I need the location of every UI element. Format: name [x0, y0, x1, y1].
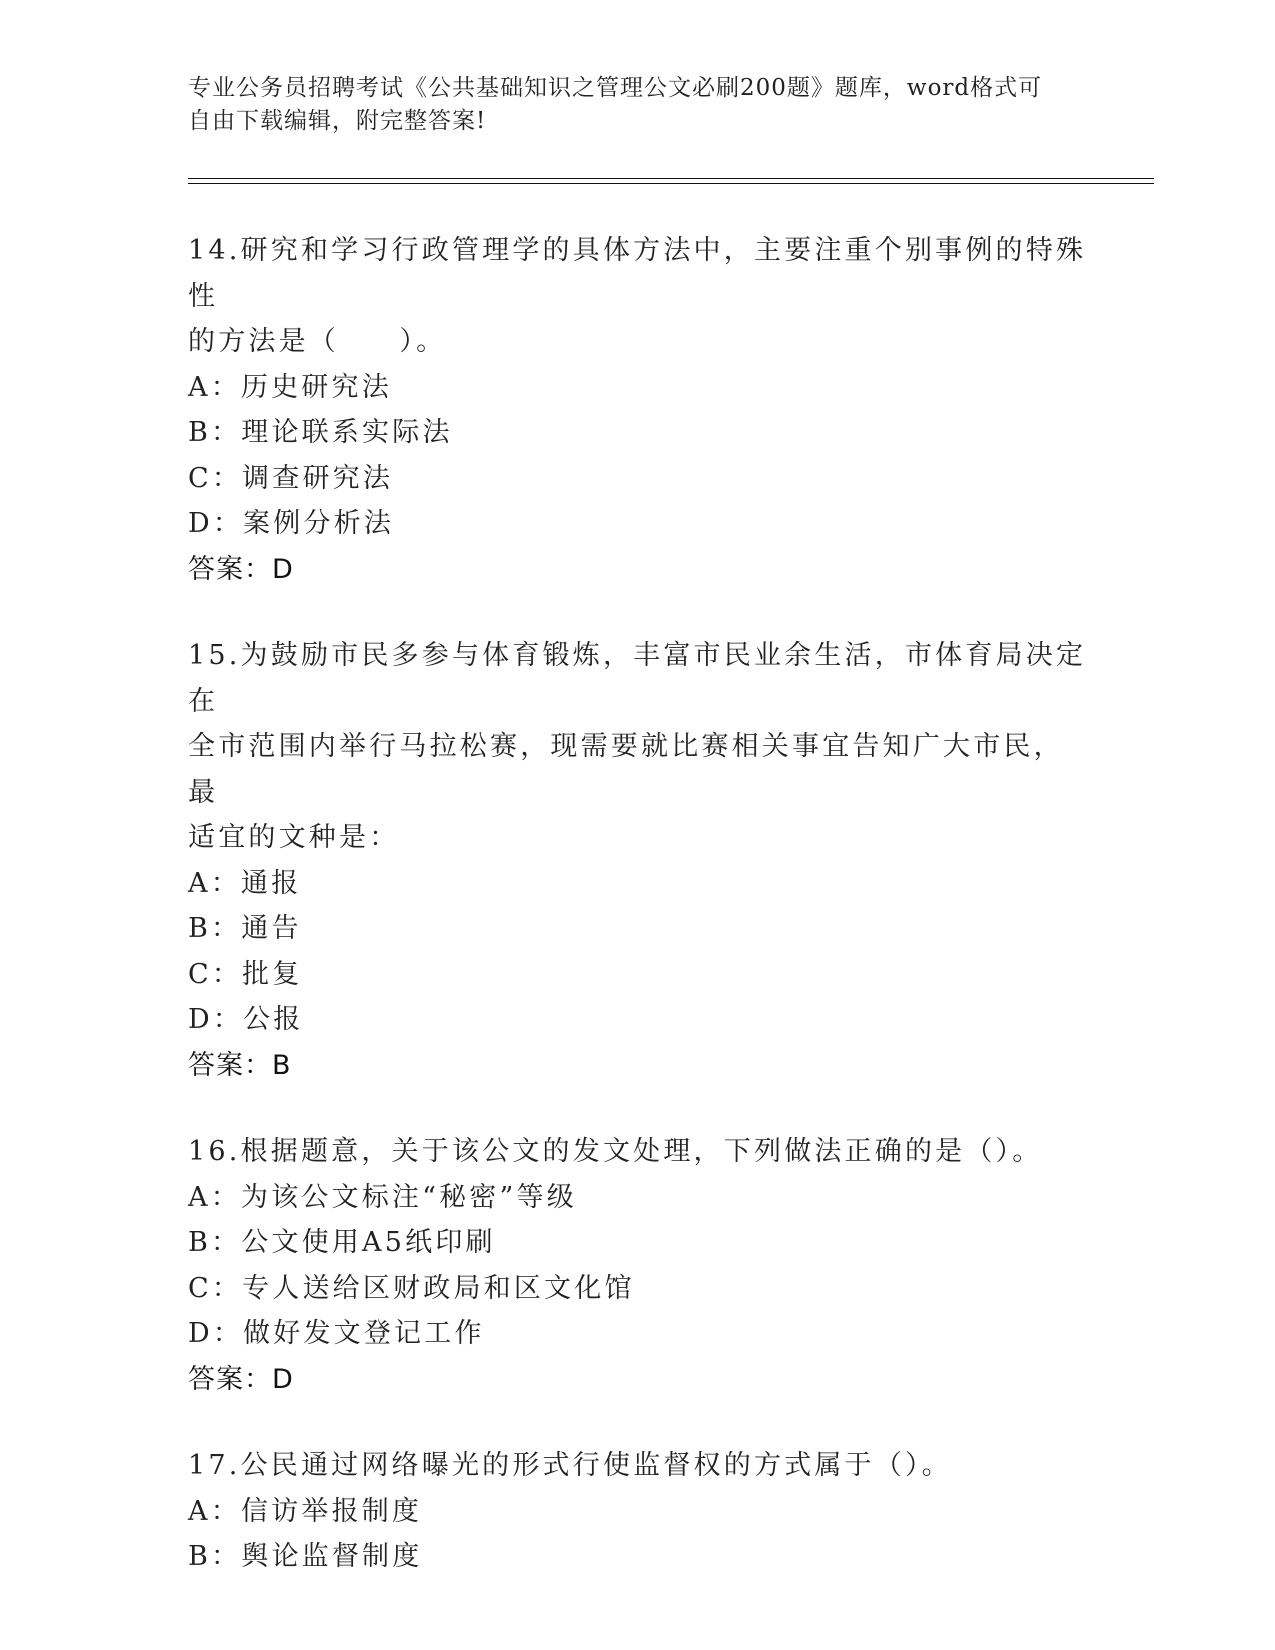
- header-divider: [188, 178, 1154, 184]
- option-c: C：调查研究法: [188, 462, 394, 494]
- option-c: C：专人送给区财政局和区文化馆: [188, 1272, 635, 1304]
- question-15: [188, 633, 1088, 1088]
- document-header: [188, 72, 1068, 138]
- option-d: D：公报: [188, 1004, 304, 1035]
- option-d: D：案例分析法: [188, 508, 395, 539]
- option-a: A：历史研究法: [188, 371, 392, 403]
- option-a: A：为该公文标注“秘密”等级: [188, 1181, 577, 1213]
- question-16: [188, 1129, 1088, 1402]
- header-line-1: 专业公务员招聘考试《公共基础知识之管理公文必刷200题》题库，word格式可: [188, 75, 1043, 101]
- option-b: B：通告: [188, 913, 302, 944]
- option-c: C：批复: [188, 958, 303, 990]
- option-b: B：理论联系实际法: [188, 417, 453, 448]
- question-17: [188, 1443, 1088, 1580]
- question-stem-line: 适宜的文种是：: [188, 822, 400, 853]
- question-stem-line: 全市范围内举行马拉松赛，现需要就比赛相关事宜告知广大市民，最: [188, 731, 1064, 808]
- option-b: B：公文使用A5纸印刷: [188, 1227, 496, 1258]
- question-stem-line: 的方法是（ ）。: [188, 326, 447, 357]
- question-stem-line: 17.公民通过网络曝光的形式行使监督权的方式属于（）。: [188, 1450, 952, 1481]
- question-list: [188, 228, 1088, 1621]
- option-a: A：通报: [188, 867, 302, 899]
- question-stem-line: 15.为鼓励市民多参与体育锻炼，丰富市民业余生活，市体育局决定在: [188, 640, 1087, 717]
- header-line-2: 自由下载编辑，附完整答案!: [188, 108, 487, 134]
- answer-line: 答案：D: [188, 553, 294, 585]
- question-14: [188, 228, 1088, 592]
- option-a: A：信访举报制度: [188, 1495, 423, 1527]
- answer-line: 答案：D: [188, 1363, 294, 1395]
- option-b: B：舆论监督制度: [188, 1541, 423, 1572]
- answer-line: 答案：B: [188, 1049, 292, 1081]
- option-d: D：做好发文登记工作: [188, 1318, 485, 1349]
- question-stem-line: 16.根据题意，关于该公文的发文处理，下列做法正确的是（）。: [188, 1136, 1043, 1167]
- question-stem-line: 14.研究和学习行政管理学的具体方法中，主要注重个别事例的特殊性: [188, 235, 1087, 312]
